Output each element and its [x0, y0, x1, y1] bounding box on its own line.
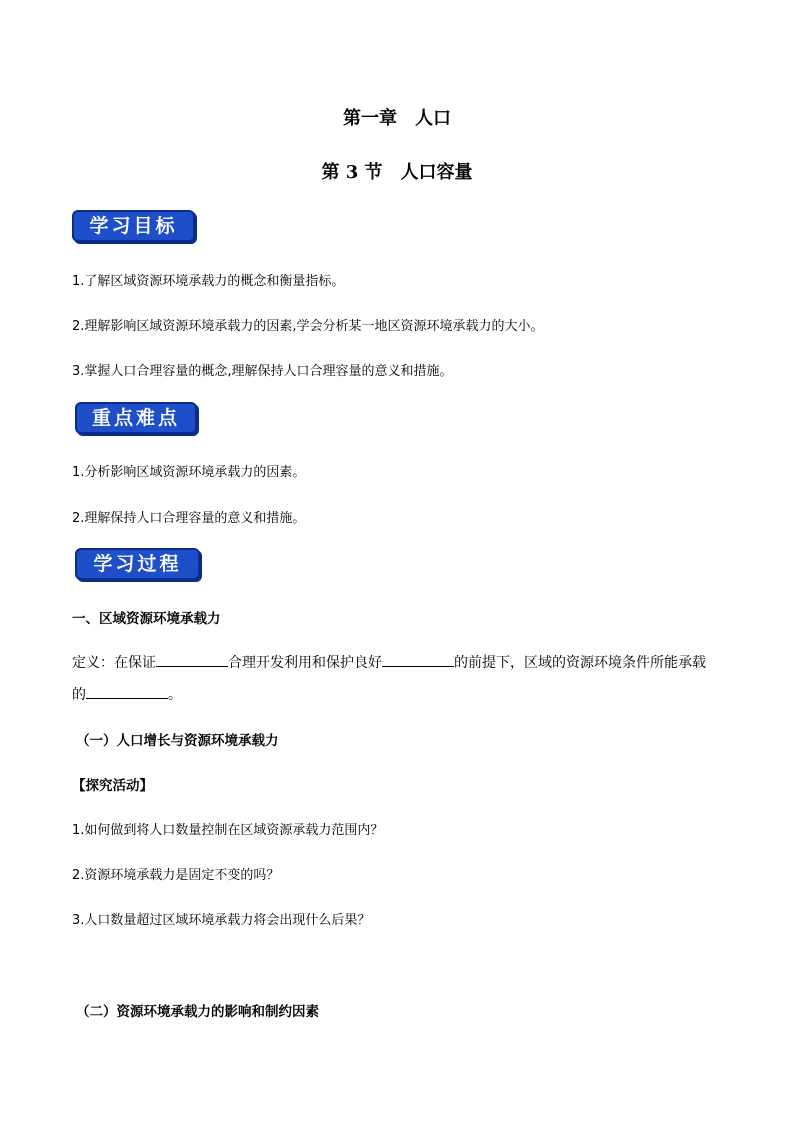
- sub1-heading: （一）人口增长与资源环境承载力: [76, 733, 279, 749]
- objective-item: 2.理解影响区域资源环境承载力的因素,学会分析某一地区资源环境承载力的大小。: [72, 319, 544, 334]
- process-badge: 学习过程: [75, 548, 200, 580]
- section-title: 第 3 节 人口容量: [321, 162, 473, 183]
- objective-item: 1.了解区域资源环境承载力的概念和衡量指标。: [72, 274, 345, 289]
- chapter-title: 第一章 人口: [343, 108, 451, 129]
- definition-text: 定义：在保证: [72, 655, 156, 671]
- question-item: 3.人口数量超过区域环境承载力将会出现什么后果？: [72, 913, 371, 928]
- key-point-item: 2.理解保持人口合理容量的意义和措施。: [72, 511, 306, 526]
- definition-text: 的前提下，区域的资源环境条件所能承载: [454, 655, 706, 671]
- question-item: 1.如何做到将人口数量控制在区域资源承载力范围内？: [72, 823, 384, 838]
- definition-line-1: [72, 652, 706, 672]
- fill-blank[interactable]: [156, 652, 228, 667]
- fill-blank[interactable]: [86, 684, 168, 699]
- part1-heading: 一、区域资源环境承载力: [72, 611, 221, 627]
- definition-text: 合理开发利用和保护良好: [228, 655, 382, 671]
- activity-label: 【探究活动】: [72, 778, 153, 794]
- definition-text: 。: [168, 687, 182, 703]
- fill-blank[interactable]: [382, 652, 454, 667]
- sub2-heading: （二）资源环境承载力的影响和制约因素: [76, 1004, 319, 1020]
- key-point-item: 1.分析影响区域资源环境承载力的因素。: [72, 465, 306, 480]
- objectives-badge: 学习目标: [72, 210, 195, 242]
- definition-line-2: [72, 684, 182, 704]
- definition-text: 的: [72, 687, 86, 703]
- question-item: 2.资源环境承载力是固定不变的吗？: [72, 868, 280, 883]
- objective-item: 3.掌握人口合理容量的概念,理解保持人口合理容量的意义和措施。: [72, 364, 453, 379]
- key-points-badge: 重点难点: [75, 402, 197, 434]
